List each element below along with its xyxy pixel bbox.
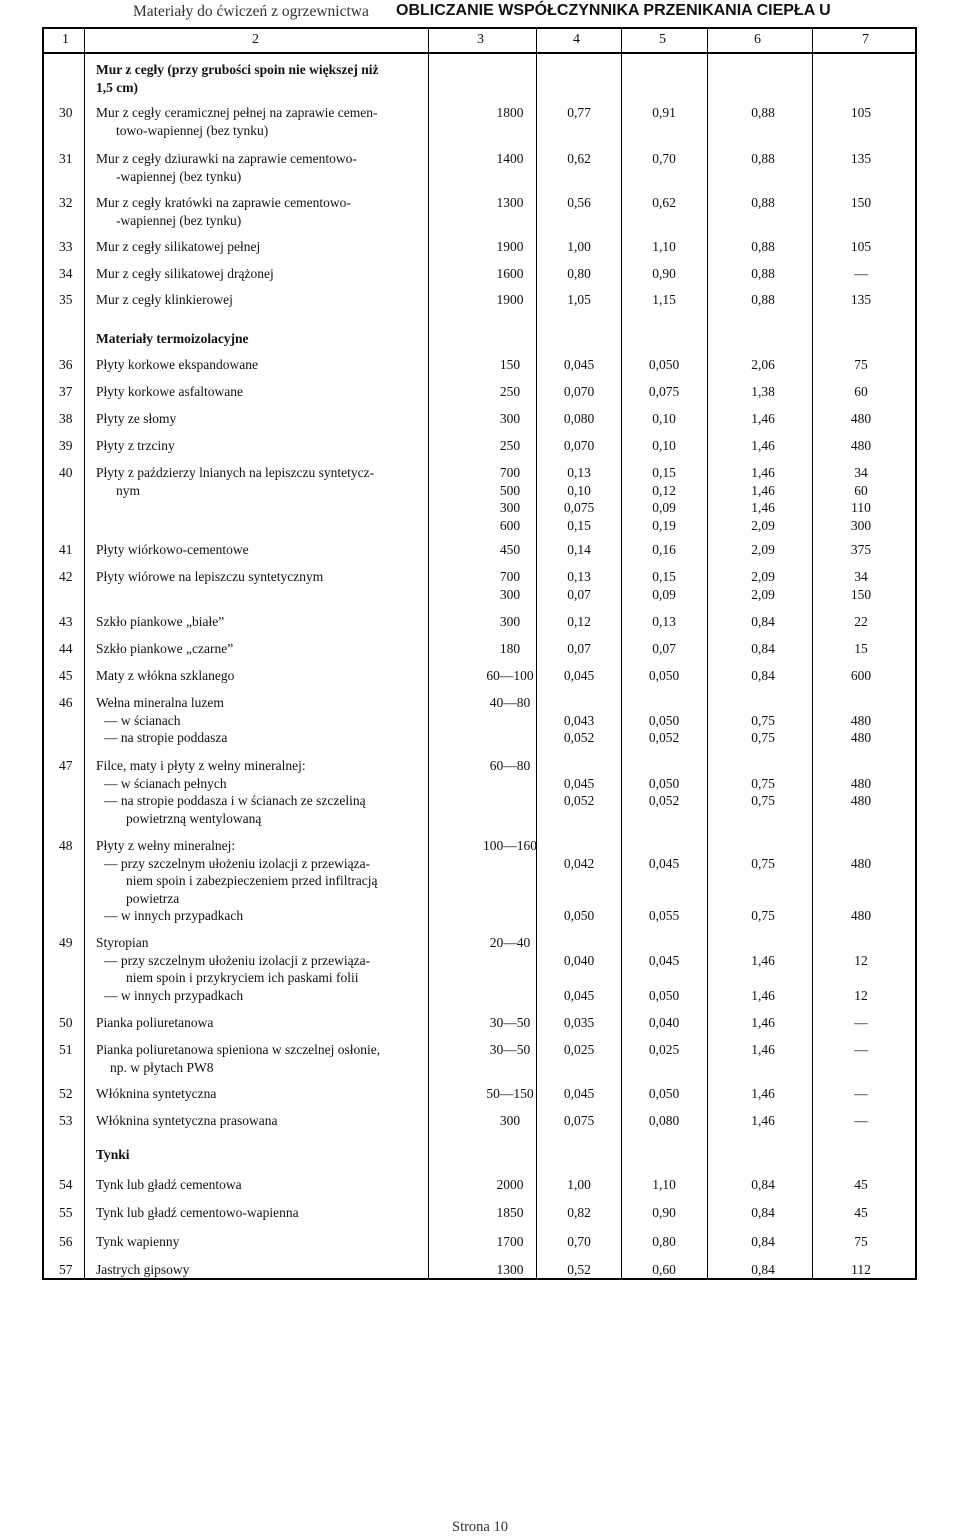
material-name: Mur z cegły dziurawki na zaprawie cementowo- (96, 151, 357, 166)
material-name: Płyty wiórowe na lepiszczu syntetycznym (96, 569, 324, 584)
value-c4: 0,52 (567, 1262, 591, 1277)
value-c3: 450 (499, 542, 521, 557)
value-c7: 45 (854, 1177, 868, 1192)
value-c6: 0,75 (751, 855, 775, 871)
material-name: Pianka poliuretanowa spieniona w szczelnej osłonie, (96, 1042, 381, 1057)
value-c6: 0,75 (751, 730, 775, 746)
value-c5: 0,050 (648, 987, 680, 1003)
value-c3: 60—80 (489, 758, 531, 773)
row-number: 45 (59, 668, 73, 683)
value-c3: 700 (499, 465, 521, 480)
value-c7: — (854, 1015, 868, 1030)
value-c6: 0,88 (751, 239, 775, 254)
value-c4: 0,82 (567, 1205, 591, 1220)
row-number: 43 (59, 614, 73, 629)
value-c3: 180 (499, 641, 521, 656)
value-c6: 1,46 (751, 1042, 775, 1057)
value-c5: 1,15 (652, 292, 676, 307)
value-c3: 300 (499, 1113, 521, 1128)
value-c4: 0,13 (567, 569, 591, 584)
row-number: 52 (59, 1086, 73, 1101)
column-number-2: 2 (252, 32, 259, 47)
value-c7: 12 (854, 987, 868, 1003)
value-c6: 2,09 (751, 586, 775, 602)
value-c7: 150 (850, 586, 872, 602)
material-name: Szkło piankowe „czarne” (96, 641, 234, 656)
row-number: 39 (59, 438, 73, 453)
value-c3: 700 (499, 569, 521, 584)
value-c4: 0,045 (563, 987, 595, 1003)
value-c4: 0,07 (567, 586, 591, 602)
value-c6: 2,09 (751, 517, 775, 533)
value-c4: 0,15 (567, 517, 591, 533)
value-c4: 0,045 (563, 775, 595, 791)
page-number: Strona 10 (452, 1519, 508, 1535)
value-c5: 0,09 (652, 500, 676, 516)
value-c4: 0,77 (567, 105, 591, 120)
value-c5: 0,050 (648, 712, 680, 728)
value-c6: 0,84 (751, 668, 775, 683)
value-c5: 0,10 (652, 411, 676, 426)
value-c4: 0,070 (563, 384, 595, 399)
header-left-title: Materiały do ćwiczeń z ogrzewnictwa (133, 3, 369, 20)
value-c5: 0,60 (652, 1262, 676, 1277)
material-name: powietrzną wentylowaną (126, 810, 262, 826)
material-name: nym (116, 482, 141, 498)
value-c3: 30—50 (489, 1015, 531, 1030)
material-name: Płyty z wełny mineralnej: (96, 838, 236, 853)
value-c6: 0,75 (751, 793, 775, 809)
value-c7: 34 (854, 569, 868, 584)
material-name: Maty z włókna szklanego (96, 668, 235, 683)
material-name: Włóknina syntetyczna (96, 1086, 217, 1101)
value-c5: 0,050 (648, 1086, 680, 1101)
material-name: Tynk lub gładź cementowa (96, 1177, 242, 1192)
row-number: 44 (59, 641, 73, 656)
value-c4: 0,050 (563, 908, 595, 924)
value-c4: 0,040 (563, 952, 595, 968)
value-c7: 480 (850, 411, 872, 426)
value-c5: 0,025 (648, 1042, 680, 1057)
value-c4: 0,07 (567, 641, 591, 656)
value-c6: 0,84 (751, 641, 775, 656)
value-c3: 1850 (496, 1205, 524, 1220)
value-c7: 60 (854, 482, 868, 498)
material-name: Płyty korkowe asfaltowane (96, 384, 243, 399)
material-name: Styropian (96, 935, 149, 950)
value-c5: 0,055 (648, 908, 680, 924)
value-c3: 2000 (496, 1177, 524, 1192)
value-c4: 0,080 (563, 411, 595, 426)
material-name: Płyty z paździerzy lnianych na lepiszczu syntetycz- (96, 465, 375, 480)
value-c4: 1,00 (567, 1177, 591, 1192)
value-c5: 0,80 (652, 1234, 676, 1249)
row-number: 50 (59, 1015, 73, 1030)
value-c5: 0,12 (652, 482, 676, 498)
value-c5: 0,15 (652, 465, 676, 480)
value-c5: 0,052 (648, 793, 680, 809)
value-c5: 1,10 (652, 239, 676, 254)
material-name: Mur z cegły ceramicznej pełnej na zaprawie cemen- (96, 105, 378, 120)
value-c4: 0,025 (563, 1042, 595, 1057)
value-c5: 0,075 (648, 384, 680, 399)
row-number: 40 (59, 465, 73, 480)
column-divider (84, 29, 85, 1278)
row-number: 55 (59, 1205, 73, 1220)
value-c3: 300 (499, 500, 521, 516)
row-number: 36 (59, 357, 73, 372)
header-rule (44, 52, 915, 54)
value-c6: 1,46 (751, 482, 775, 498)
column-number-1: 1 (62, 32, 69, 47)
value-c4: 0,10 (567, 482, 591, 498)
material-name: Płyty ze słomy (96, 411, 177, 426)
material-name: — w ścianach (104, 712, 181, 728)
value-c7: 60 (854, 384, 868, 399)
material-name: Płyty wiórkowo-cementowe (96, 542, 249, 557)
value-c6: 1,46 (751, 438, 775, 453)
value-c5: 0,91 (652, 105, 676, 120)
value-c3: 1300 (496, 1262, 524, 1277)
value-c7: 135 (850, 151, 872, 166)
material-name: Mur z cegły klinkierowej (96, 292, 233, 307)
value-c7: — (854, 266, 868, 281)
value-c7: 12 (854, 952, 868, 968)
value-c3: 250 (499, 438, 521, 453)
value-c3: 50—150 (486, 1086, 534, 1101)
value-c7: 15 (854, 641, 868, 656)
column-divider (621, 29, 622, 1278)
value-c7: 112 (851, 1262, 871, 1277)
row-number: 46 (59, 695, 73, 710)
value-c4: 0,12 (567, 614, 591, 629)
value-c3: 600 (499, 517, 521, 533)
value-c6: 0,75 (751, 775, 775, 791)
value-c7: 600 (850, 668, 872, 683)
value-c3: 20—40 (489, 935, 531, 950)
value-c5: 0,050 (648, 668, 680, 683)
material-name: Mur z cegły silikatowej drążonej (96, 266, 274, 281)
material-name: — przy szczelnym ułożeniu izolacji z przewiąza- (104, 855, 371, 871)
value-c5: 0,040 (648, 1015, 680, 1030)
value-c6: 2,06 (751, 357, 775, 372)
material-name: Wełna mineralna luzem (96, 695, 224, 710)
material-name: — na stropie poddasza i w ścianach ze szczeliną (104, 793, 366, 809)
row-number: 34 (59, 266, 73, 281)
section-title-masonry: 1,5 cm) (96, 80, 138, 95)
value-c5: 0,052 (648, 730, 680, 746)
value-c3: 1900 (496, 239, 524, 254)
material-name: — w innych przypadkach (104, 908, 244, 924)
value-c5: 0,13 (652, 614, 676, 629)
row-number: 49 (59, 935, 73, 950)
value-c4: 0,13 (567, 465, 591, 480)
value-c3: 1400 (496, 151, 524, 166)
value-c6: 0,84 (751, 1177, 775, 1192)
value-c4: 0,70 (567, 1234, 591, 1249)
material-name: Tynk lub gładź cementowo-wapienna (96, 1205, 299, 1220)
value-c3: 250 (499, 384, 521, 399)
value-c6: 0,88 (751, 266, 775, 281)
value-c7: 105 (850, 105, 872, 120)
value-c5: 0,045 (648, 952, 680, 968)
material-name: — w ścianach pełnych (104, 775, 227, 791)
column-number-6: 6 (754, 32, 761, 47)
value-c6: 1,46 (751, 987, 775, 1003)
material-name: towo-wapiennej (bez tynku) (116, 122, 269, 138)
column-number-4: 4 (573, 32, 580, 47)
value-c5: 0,15 (652, 569, 676, 584)
value-c6: 0,84 (751, 614, 775, 629)
value-c4: 0,035 (563, 1015, 595, 1030)
row-number: 30 (59, 105, 73, 120)
value-c7: 300 (850, 517, 872, 533)
material-name: Tynk wapienny (96, 1234, 180, 1249)
value-c3: 100—160 (483, 838, 537, 853)
column-divider (428, 29, 429, 1278)
value-c3: 1600 (496, 266, 524, 281)
row-number: 48 (59, 838, 73, 853)
material-name: Płyty z trzciny (96, 438, 175, 453)
value-c4: 0,070 (563, 438, 595, 453)
value-c7: 75 (854, 357, 868, 372)
value-c3: 300 (499, 411, 521, 426)
value-c6: 0,88 (751, 151, 775, 166)
value-c6: 1,46 (751, 952, 775, 968)
material-name: — w innych przypadkach (104, 987, 244, 1003)
row-number: 42 (59, 569, 73, 584)
value-c5: 0,09 (652, 586, 676, 602)
value-c7: 34 (854, 465, 868, 480)
value-c7: 480 (850, 855, 872, 871)
value-c4: 0,62 (567, 151, 591, 166)
value-c6: 0,84 (751, 1234, 775, 1249)
value-c7: 150 (850, 195, 872, 210)
material-name: powietrza (126, 890, 180, 906)
row-number: 41 (59, 542, 73, 557)
column-divider (812, 29, 813, 1278)
value-c3: 150 (499, 357, 521, 372)
value-c4: 1,00 (567, 239, 591, 254)
value-c6: 1,46 (751, 1015, 775, 1030)
value-c6: 1,46 (751, 500, 775, 516)
value-c6: 1,38 (751, 384, 775, 399)
value-c5: 0,050 (648, 775, 680, 791)
value-c5: 0,19 (652, 517, 676, 533)
column-divider (536, 29, 537, 1278)
material-name: Płyty korkowe ekspandowane (96, 357, 258, 372)
material-name: Jastrych gipsowy (96, 1262, 190, 1277)
materials-table (42, 27, 917, 1280)
value-c6: 0,84 (751, 1262, 775, 1277)
value-c5: 1,10 (652, 1177, 676, 1192)
value-c5: 0,62 (652, 195, 676, 210)
section-title-plasters: Tynki (96, 1147, 130, 1162)
value-c7: — (854, 1113, 868, 1128)
value-c7: 480 (850, 793, 872, 809)
column-number-3: 3 (477, 32, 484, 47)
value-c3: 1700 (496, 1234, 524, 1249)
value-c7: 75 (854, 1234, 868, 1249)
value-c4: 0,045 (563, 1086, 595, 1101)
value-c6: 1,46 (751, 1113, 775, 1128)
value-c3: 1900 (496, 292, 524, 307)
row-number: 31 (59, 151, 73, 166)
value-c7: 480 (850, 775, 872, 791)
material-name: np. w płytach PW8 (110, 1059, 214, 1075)
value-c5: 0,90 (652, 266, 676, 281)
value-c4: 1,05 (567, 292, 591, 307)
value-c6: 0,75 (751, 712, 775, 728)
value-c6: 0,88 (751, 105, 775, 120)
value-c5: 0,10 (652, 438, 676, 453)
value-c7: 480 (850, 712, 872, 728)
row-number: 33 (59, 239, 73, 254)
column-number-5: 5 (659, 32, 666, 47)
value-c6: 1,46 (751, 465, 775, 480)
row-number: 51 (59, 1042, 73, 1057)
value-c4: 0,045 (563, 668, 595, 683)
value-c7: 480 (850, 730, 872, 746)
row-number: 56 (59, 1234, 73, 1249)
material-name: niem spoin i przykryciem ich paskami folii (126, 970, 359, 986)
page-header (0, 3, 960, 25)
value-c5: 0,050 (648, 357, 680, 372)
value-c3: 30—50 (489, 1042, 531, 1057)
value-c7: 375 (850, 542, 872, 557)
value-c7: 105 (850, 239, 872, 254)
value-c5: 0,70 (652, 151, 676, 166)
header-right-title: OBLICZANIE WSPÓŁCZYNNIKA PRZENIKANIA CIEPŁA U (396, 2, 831, 19)
value-c4: 0,052 (563, 730, 595, 746)
value-c4: 0,043 (563, 712, 595, 728)
value-c4: 0,045 (563, 357, 595, 372)
column-divider (707, 29, 708, 1278)
row-number: 54 (59, 1177, 73, 1192)
value-c7: 110 (851, 500, 871, 516)
value-c6: 0,88 (751, 195, 775, 210)
value-c6: 1,46 (751, 1086, 775, 1101)
value-c7: 480 (850, 908, 872, 924)
value-c3: 60—100 (486, 668, 534, 683)
material-name: — przy szczelnym ułożeniu izolacji z przewiąza- (104, 952, 371, 968)
value-c6: 0,88 (751, 292, 775, 307)
value-c7: — (854, 1086, 868, 1101)
value-c7: — (854, 1042, 868, 1057)
value-c6: 0,75 (751, 908, 775, 924)
value-c3: 1800 (496, 105, 524, 120)
value-c5: 0,07 (652, 641, 676, 656)
section-title-insulation: Materiały termoizolacyjne (96, 331, 249, 346)
row-number: 57 (59, 1262, 73, 1277)
value-c5: 0,045 (648, 855, 680, 871)
row-number: 32 (59, 195, 73, 210)
material-name: — na stropie poddasza (104, 730, 228, 746)
row-number: 53 (59, 1113, 73, 1128)
value-c7: 22 (854, 614, 868, 629)
material-name: Mur z cegły silikatowej pełnej (96, 239, 261, 254)
value-c4: 0,052 (563, 793, 595, 809)
value-c3: 1300 (496, 195, 524, 210)
row-number: 38 (59, 411, 73, 426)
value-c4: 0,075 (563, 500, 595, 516)
value-c5: 0,16 (652, 542, 676, 557)
value-c3: 500 (499, 482, 521, 498)
value-c6: 2,09 (751, 542, 775, 557)
material-name: Mur z cegły kratówki na zaprawie cementowo- (96, 195, 351, 210)
material-name: Pianka poliuretanowa (96, 1015, 214, 1030)
value-c4: 0,042 (563, 855, 595, 871)
value-c4: 0,075 (563, 1113, 595, 1128)
value-c5: 0,90 (652, 1205, 676, 1220)
value-c4: 0,14 (567, 542, 591, 557)
value-c4: 0,56 (567, 195, 591, 210)
value-c7: 480 (850, 438, 872, 453)
value-c7: 135 (850, 292, 872, 307)
material-name: Filce, maty i płyty z wełny mineralnej: (96, 758, 306, 773)
value-c6: 1,46 (751, 411, 775, 426)
row-number: 47 (59, 758, 73, 773)
value-c3: 300 (499, 614, 521, 629)
value-c6: 2,09 (751, 569, 775, 584)
value-c7: 45 (854, 1205, 868, 1220)
section-title-masonry: Mur z cegły (przy grubości spoin nie większej niż (96, 62, 379, 77)
material-name: Włóknina syntetyczna prasowana (96, 1113, 278, 1128)
column-number-7: 7 (862, 32, 869, 47)
material-name: -wapiennej (bez tynku) (116, 212, 242, 228)
row-number: 37 (59, 384, 73, 399)
value-c4: 0,80 (567, 266, 591, 281)
value-c5: 0,080 (648, 1113, 680, 1128)
row-number: 35 (59, 292, 73, 307)
value-c3: 40—80 (489, 695, 531, 710)
value-c6: 0,84 (751, 1205, 775, 1220)
value-c3: 300 (499, 586, 521, 602)
material-name: Szkło piankowe „białe” (96, 614, 225, 629)
material-name: niem spoin i zabezpieczeniem przed infiltracją (126, 873, 378, 889)
material-name: -wapiennej (bez tynku) (116, 168, 242, 184)
